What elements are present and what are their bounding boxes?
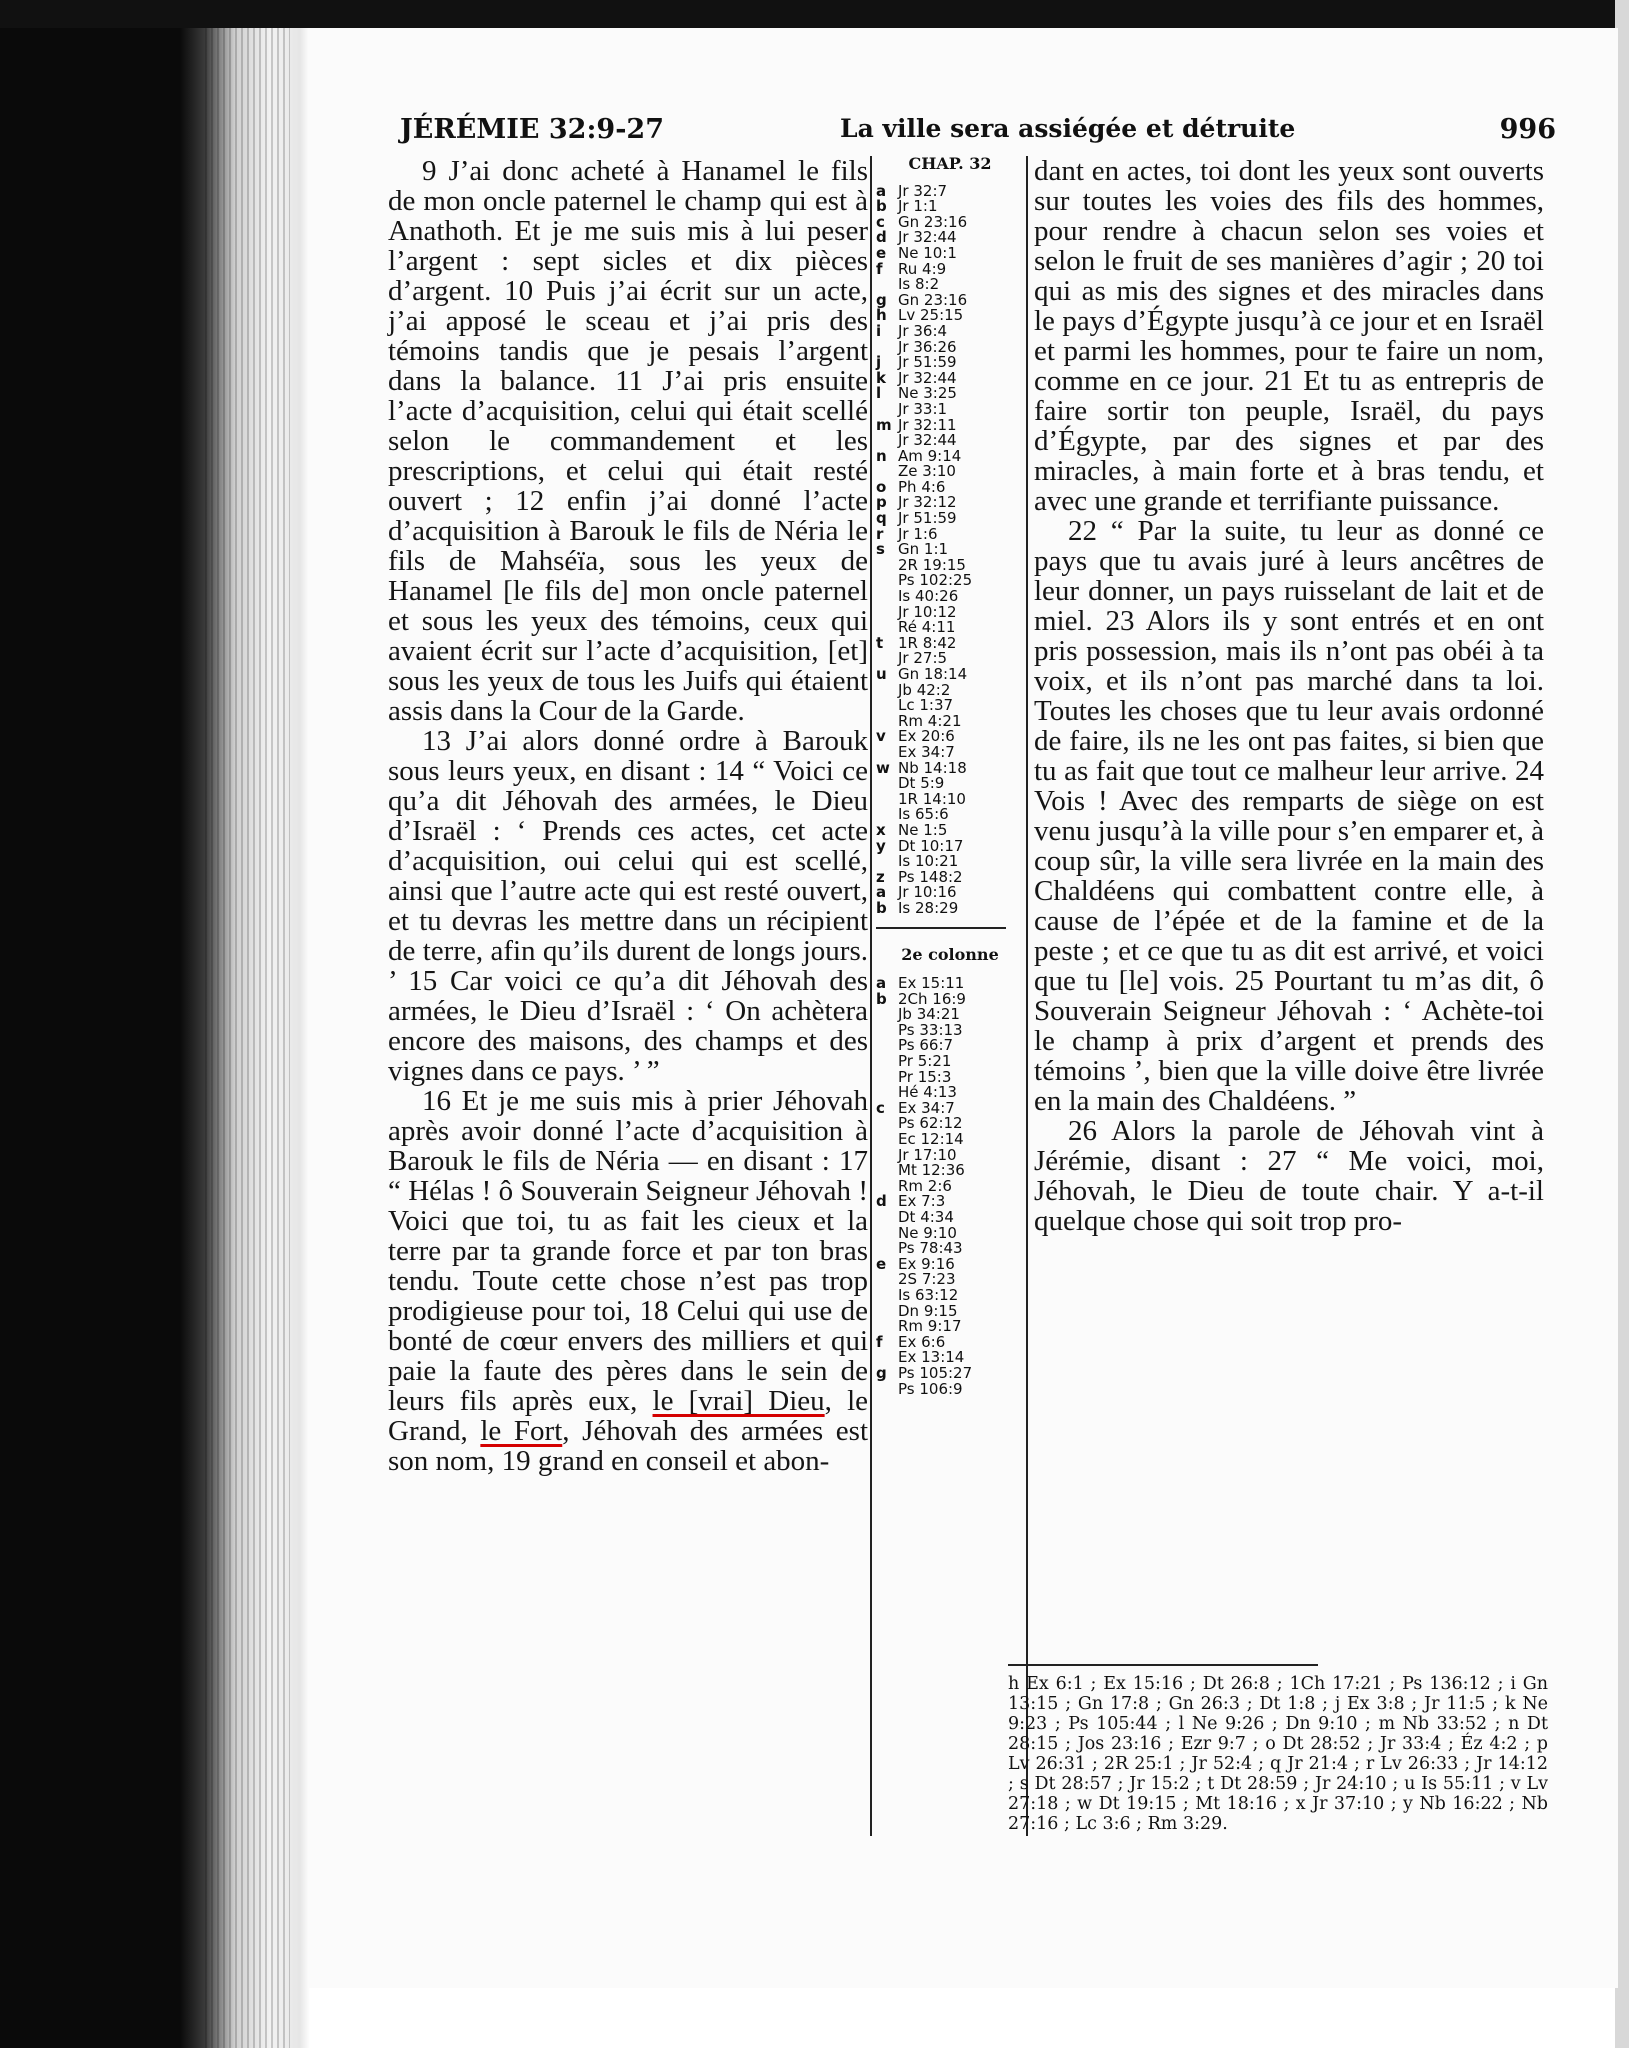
reference-citation: 2R 19:15 [898,555,966,574]
reference-citation: Ze 3:10 [898,462,956,481]
reference-letter: u [876,665,887,683]
reference-letter [876,1116,898,1132]
reference-citation: Is 10:21 [898,852,959,871]
reference-citation: Jr 10:16 [898,883,957,902]
reference-citation: Gn 23:16 [898,290,968,309]
reference-citation: Jr 10:12 [898,602,957,621]
reference-citation: Jr 32:44 [898,368,957,387]
paragraph-verses-16-19 [388,1086,868,1476]
reference-citation: Jr 51:59 [898,509,957,528]
reference-letter: p [876,493,887,512]
column-divider-left [870,156,872,1836]
reference-citation: Is 63:12 [898,1285,959,1304]
reference-citation: Ex 20:6 [898,727,955,746]
reference-letter: v [876,727,886,746]
reference-citation: Jr 17:10 [898,1145,957,1164]
reference-letter [876,1054,898,1070]
reference-letter: e [876,243,887,262]
reference-citation: Lv 25:15 [898,306,964,325]
reference-citation: Ps 62:12 [898,1114,963,1133]
reference-letter: f [876,259,883,278]
reference-citation: Ne 1:5 [898,820,948,839]
reference-letter [876,1272,898,1288]
reference-letter [876,1163,898,1179]
running-header [400,114,1556,154]
reference-citation: Jr 32:7 [898,181,948,200]
reference-citation: Ps 148:2 [898,867,963,886]
reference-letter: c [876,1098,885,1117]
reference-citation: Jr 36:4 [898,321,948,340]
verse-text: , le Grand, [388,1385,868,1447]
reference-citation: Ph 4:6 [898,477,946,496]
reference-letter [876,605,898,621]
reference-citation: Ru 4:9 [898,259,947,278]
reference-citation: Dn 9:15 [898,1301,958,1320]
reference-letter [876,1023,898,1039]
reference-citation: Jr 1:1 [898,197,938,216]
reference-letter [876,1070,898,1086]
reference-letter: n [876,446,887,465]
verse-text: , Jéhovah des armées est son nom, 19 grand en conseil et abon- [388,1415,869,1477]
reference-letter [876,1288,898,1304]
page-edges [205,0,290,2048]
reference-letter: j [876,353,882,372]
reference-citation: Ex 13:14 [898,1348,965,1367]
reference-citation: Ex 15:11 [898,974,965,993]
reference-letter: z [876,867,885,886]
reference-letter [876,683,898,699]
reference-citation: 1R 8:42 [898,633,957,652]
reference-citation: Ex 34:7 [898,1098,955,1117]
reference-letter: c [876,212,885,231]
reference-letter: b [876,197,887,216]
reference-letter: i [876,321,882,340]
reference-citation: Dt 4:34 [898,1208,954,1226]
reference-citation: Am 9:14 [898,446,962,465]
reference-citation: Ex 6:6 [898,1332,946,1351]
reference-citation: Dt 5:9 [898,774,945,793]
reference-citation: Jb 42:2 [898,680,951,699]
reference-letter: h [876,306,887,325]
reference-citation: Rm 2:6 [898,1176,952,1195]
reference-letter [876,558,898,574]
reference-citation: Ec 12:14 [898,1130,964,1149]
reference-citation: Dt 10:17 [898,836,964,855]
reference-letter: g [876,290,887,309]
paragraph-verses-26-27: 26 Alors la parole de Jéhovah vint à Jérémie, disant : 27 “ Me voici, moi, Jéhovah, le Dieu de toute chair. Y a-t-il quelque chose qui soit trop pro- [1034,1115,1544,1237]
highlighted-phrase-le-fort: le Fort [480,1415,563,1447]
reference-letter: g [876,1363,887,1382]
reference-letter [876,573,898,589]
reference-letter [876,589,898,605]
paragraph-verses-13-15: 13 J’ai alors donné ordre à Barouk sous leurs yeux, en disant : 14 “ Voici ce qu’a dit Jéhovah des armées, le Dieu d’Israël : ‘ Prends ces actes, cet acte d’acquisition, oui celui qui est scellé, ainsi que l’autre acte qui est resté ouvert, et tu devras les mettre dans un récipient de terre, afin qu’ils durent de longs jours. ’ 15 Car voici ce qu’a dit Jéhovah des armées, le Dieu d’Israël : ‘ On achètera encore des maisons, des champs et des vignes dans ce pays. ’ ” [388,725,868,1087]
margin-separator [876,927,1006,929]
reference-letter: e [876,1254,887,1273]
reference-citation: 1R 14:10 [898,789,966,808]
reference-letter: m [876,415,892,434]
reference-letter [876,698,898,714]
reference-letter [876,1132,898,1148]
reference-citation: Jr 36:26 [898,337,957,356]
reference-citation: Rm 4:21 [898,711,962,730]
reference-letter: b [876,989,887,1008]
section-title: La ville sera assiégée et détruite [840,114,1296,143]
right-text-column [1034,156,1544,1236]
reference-letter [876,1382,898,1398]
reference-citation: Jr 32:44 [898,228,957,247]
left-text-column [388,156,868,1476]
reference-citation: Is 65:6 [898,805,949,824]
reference-citation: Jr 32:44 [898,431,957,450]
reference-citation: Ne 9:10 [898,1223,957,1242]
reference-letter: o [876,477,887,496]
column-divider-right [1026,156,1028,1836]
reference-citation: Ps 106:9 [898,1379,963,1398]
reference-list [876,181,1024,917]
page-number: 996 [1499,114,1556,145]
reference-citation: Jr 32:11 [898,415,957,434]
reference-citation: Gn 23:16 [898,212,968,231]
reference-letter [876,1226,898,1242]
reference-citation: Jr 32:12 [898,493,957,512]
reference-citation: Lc 1:37 [898,696,954,715]
paragraph-verses-9-12: 9 J’ai donc acheté à Hanamel le fils de mon oncle paternel le champ qui est à Anathoth. Et je me suis mis à lui peser l’argent : sept sicles et dix pièces d’argent. 10 Puis j’ai écrit sur un acte, j’ai apposé le sceau et j’ai pris des témoins tandis que je pesais l’argent dans la balance. 11 J’ai pris ensuite l’acte d’acquisition, celui qui était scellé selon le commandement et les prescriptions, et celui qui était resté ouvert ; 12 enfin j’ai donné l’acte d’acquisition à Barouk le fils de Néria le fils de Mahséïa, sous les yeux de Hanamel [le fils de] mon oncle paternel et sous les yeux des témoins, ceux qui avaient écrit sur l’acte d’acquisition, [et] sous les yeux de tous les Juifs qui étaient assis dans la Cour de la Garde. [388,155,868,727]
running-title: JÉRÉMIE 32:9-27 [400,114,664,145]
reference-citation: Jr 33:1 [898,399,948,418]
reference-letter: x [876,820,886,839]
reference-citation: Jb 34:21 [898,1005,960,1024]
reference-citation: Gn 1:1 [898,540,949,559]
reference-letter [876,1148,898,1164]
reference-citation: Ré 4:11 [898,618,956,637]
book-spine-edge [0,0,310,2048]
reference-letter [876,776,898,792]
reference-citation: Jr 1:6 [898,524,938,543]
reference-letter [876,1210,898,1226]
reference-citation: 2Ch 16:9 [898,989,966,1008]
reference-letter [876,1304,898,1320]
reference-citation: Ps 33:13 [898,1020,963,1039]
marginal-reference [876,1379,1024,1398]
marginal-reference [876,898,1024,917]
reference-citation: Jr 51:59 [898,353,957,372]
scan-border-top [0,0,1629,28]
reference-citation: Ps 102:25 [898,571,973,590]
reference-citation: Nb 14:18 [898,758,967,777]
reference-letter: w [876,758,890,777]
reference-citation: Ex 34:7 [898,742,955,761]
reference-citation: Is 40:26 [898,587,959,606]
reference-letter: a [876,181,887,200]
reference-letter: d [876,1192,887,1211]
highlighted-phrase-vrai-dieu: le [vrai] Dieu [652,1385,825,1417]
reference-citation: Is 8:2 [898,275,940,294]
reference-letter: l [876,384,882,403]
paragraph-verses-19-21: dant en actes, toi dont les yeux sont ouverts sur toutes les voies des fils des hommes, pour rendre à chacun selon ses voies et selon le fruit de ses manières d’agir ; 20 toi qui as mis des signes et des miracles dans le pays d’Égypte jusqu’à ce jour et en Israël et parmi les hommes, pour te faire un nom, comme en ce jour. 21 Et tu as entrepris de faire sortir ton peuple, Israël, du pays d’Égypte, par des signes et par des miracles, à main forte et à bras tendu, et avec une grande et terrifiante puissance. [1034,155,1544,517]
bible-page [308,28,1618,1988]
chapter-label: CHAP. 32 [908,154,992,173]
reference-citation: Pr 15:3 [898,1067,952,1086]
reference-citation: Pr 5:21 [898,1052,952,1071]
reference-citation: Mt 12:36 [898,1161,965,1180]
reference-letter: r [876,524,884,543]
reference-letter: k [876,368,886,387]
reference-letter [876,792,898,808]
reference-citation: Hé 4:13 [898,1083,957,1102]
reference-letter: b [876,898,887,917]
second-column-label: 2e colonne [901,944,999,964]
verse-text: 16 Et je me suis mis à prier Jéhovah après avoir donné l’acte d’acquisition à Barouk le fils de Néria — en disant : 17 “ Hélas ! ô Souverain Seigneur Jéhovah ! Voici que toi, tu as fait les cieux et la terre par ta grande force et par ton bras tendu. Toute cette chose n’est pas trop prodigieuse pour toi, 18 Celui qui use de bonté de cœur envers des milliers et qui paie la faute des pères dans le sein de leurs fils après eux, [388,1085,868,1417]
paragraph-verses-22-25: 22 “ Par la suite, tu leur as donné ce pays que tu avais juré à leurs ancêtres de leur donner, un pays ruisselant de lait et de miel. 23 Alors ils y sont entrés et en ont pris possession, mais ils n’ont pas obéi à ta voix, et ils n’ont pas marché dans ta loi. Toutes les choses que tu leur avais ordonné de faire, ils ne les ont pas faites, si bien que tu as fait que tout ce malheur leur arrive. 24 Vois ! Avec des remparts de siège on est venu jusqu’à la ville pour s’en emparer et, à coup sûr, la ville sera livrée en la main des Chaldéens qui combattent contre elle, à cause de l’épée et de la famine et de la peste ; et ce que tu as dit est arrivé, et voici que tu [le] vois. 25 Pourtant tu m’as dit, ô Souverain Seigneur Jéhovah : ‘ Achète-toi le champ à prix d’argent et prends des témoins ’, bien que la ville doive être livrée en la main des Chaldéens. ” [1034,515,1544,1117]
reference-citation: Gn 18:14 [898,665,968,683]
footnote-references: h Ex 6:1 ; Ex 15:16 ; Dt 26:8 ; 1Ch 17:21 ; Ps 136:12 ; i Gn 13:15 ; Gn 17:8 ; Gn 26:3 ; Dt 1:8 ; j Ex 3:8 ; Jr 11:5 ; k Ne 9:23 ; Ps 105:44 ; l Ne 9:26 ; Dn 9:10 ; m Nb 33:52 ; n Dt 28:15 ; Jos 23:16 ; Ezr 9:7 ; o Dt 28:52 ; Jr 33:4 ; Éz 4:2 ; p Lv 26:31 ; 2R 25:1 ; Jr 52:4 ; q Jr 21:4 ; r Lv 26:33 ; Jr 14:12 ; s Dt 28:57 ; Jr 15:2 ; t Dt 28:59 ; Jr 24:10 ; u Is 55:11 ; v Lv 27:18 ; w Dt 19:15 ; Mt 18:16 ; x Jr 37:10 ; y Nb 16:22 ; Nb 27:16 ; Lc 3:6 ; Rm 3:29. [1008,1674,1548,1834]
reference-citation: Ne 3:25 [898,384,957,403]
reference-letter: d [876,228,887,247]
reference-citation: Ps 78:43 [898,1239,963,1258]
reference-letter: a [876,883,887,902]
reference-citation: Rm 9:17 [898,1317,962,1336]
reference-citation: Jr 27:5 [898,649,948,668]
reference-citation: Ne 10:1 [898,243,957,262]
reference-letter: y [876,836,886,855]
reference-letter: s [876,540,885,559]
footnote-separator [1008,1664,1318,1666]
marginal-references [876,156,1024,1397]
reference-letter: q [876,509,887,528]
reference-citation: Ps 105:27 [898,1363,973,1382]
reference-citation: Ex 9:16 [898,1254,955,1273]
reference-citation: Ex 7:3 [898,1192,946,1211]
reference-citation: Is 28:29 [898,898,959,917]
reference-citation: Ps 66:7 [898,1036,954,1055]
reference-letter: t [876,633,884,652]
reference-letter [876,1038,898,1054]
reference-letter: a [876,974,887,993]
reference-list-second-column [876,976,1024,1397]
reference-letter: f [876,1332,883,1351]
reference-letter [876,1007,898,1023]
reference-citation: 2S 7:23 [898,1270,956,1289]
